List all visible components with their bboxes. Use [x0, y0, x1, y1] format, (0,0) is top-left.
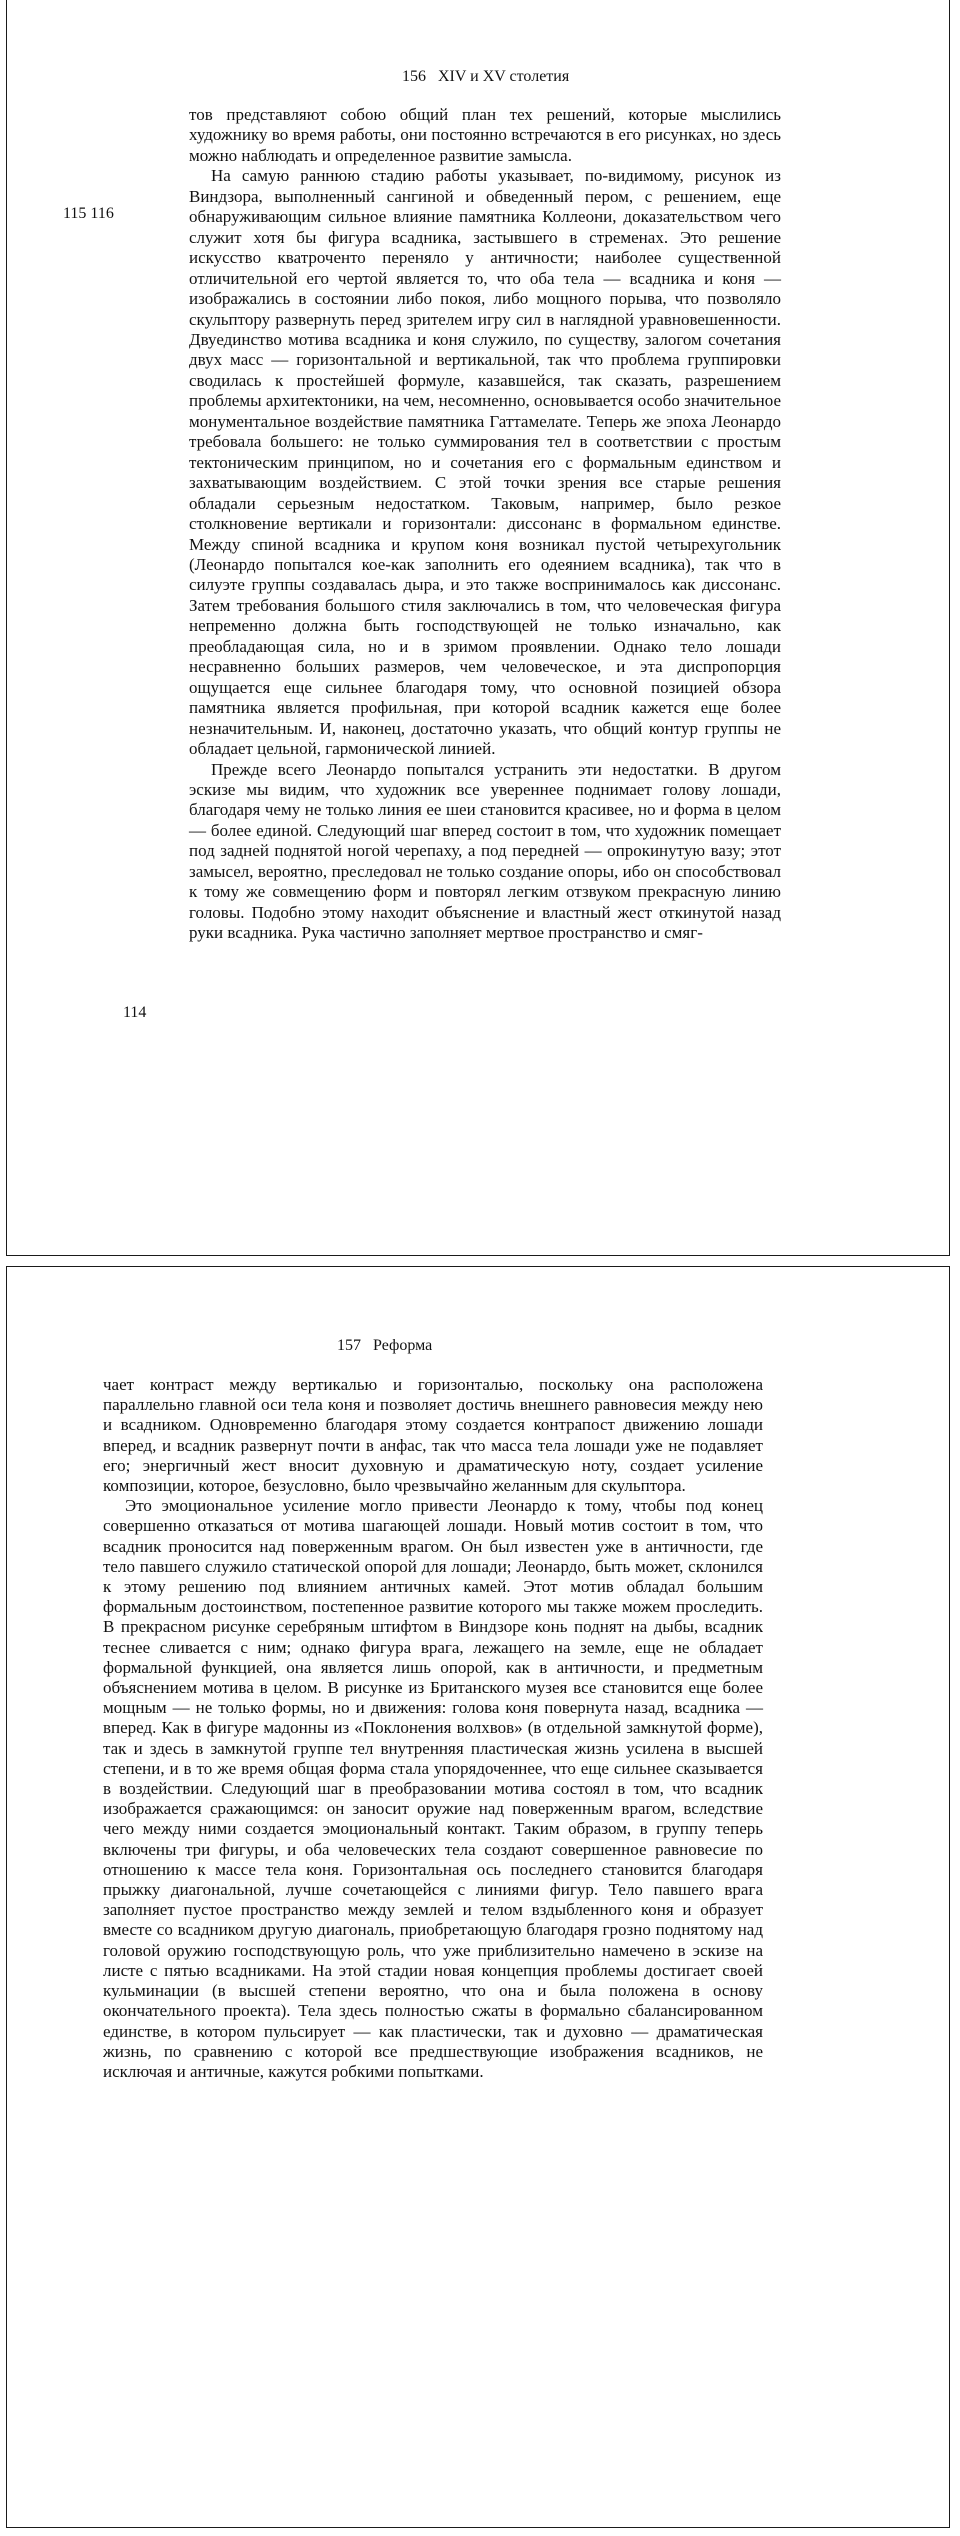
page-156	[6, 0, 950, 1256]
paragraph: Это эмоциональное усиление могло привести Леонардо к тому, чтобы под конец совершенно отказаться от мотива шагающей лошади. Новый мотив состоит в том, что всадник проносится над поверженным врагом. Он был известен уже в античности, где тело павшего служило статической опорой для лошади; Леонардо, быть может, склонился к этому решению под влиянием античных камей. Этот мотив обладал большим формальным достоинством, постепенное развитие которого мы также можем проследить. В прекрасном рисунке серебряным штифтом в Виндзоре конь поднят на дыбы, всадник теснее сливается с ним; однако фигура врага, лежащего на земле, еще не обладает формальной функцией, она является лишь опорой, как в античности, и предметным объяснением мотива в целом. В рисунке из Британского музея все становится еще более мощным — не только формы, но и движения: голова коня повернута назад, всадника — вперед. Как в фигуре мадонны из «Поклонения волхвов» (в отдельной замкнутой форме), так и здесь в замкнутой группе тел внутренняя пластическая жизнь усилена в высшей степени, и в то же время общая форма стала упорядоченнее, что еще сильнее сказывается в воздействии. Следующий шаг в преобразовании мотива состоял в том, что всадник изображается сражающимся: он заносит оружие над поверженным врагом, вследствие чего между ними создается эмоциональный контакт. Таким образом, в группу теперь включены три фигуры, и оба человеческих тела создают совершенное равновесие по отношению к массе тела коня. Горизонтальная ось последнего становится благодаря прыжку диагональной, лучше сочетающейся с линиями фигур. Тело павшего врага заполняет пустое пространство между землей и телом вздыбленного коня и образует вместе со всадником другую диагональ, приобретающую благодаря грозно поднятому над головой оружию господствующую роль, что уже приблизительно намечено в эскизе на листе с пятью всадниками. На этой стадии новая концепция проблемы достигает своей кульминации (в высшей степени вероятно, что она и была положена в основу окончательного проекта). Тела здесь полностью сжаты в формально сбалансированном единстве, в котором пульсирует — как пластически, так и духовно — драматическая жизнь, по сравнению с которой все предшествующие изображения всадников, не исключая и античные, кажутся робкими попытками.	[103, 1496, 763, 2081]
paragraph: На самую раннюю стадию работы указывает, по-видимому, рисунок из Виндзора, выполненный сангиной и обведенный пером, с решением, еще обнаруживающим сильное влияние памятника Коллеони, доказательством чего служит хотя бы фигура всадника, застывшего в стременах. Это решение искусство кватроченто переняло у античности; наиболее существенной отличительной его чертой является то, что оба тела — всадника и коня — изображались в состоянии либо покоя, либо мощного порыва, что позволяло скульптору развернуть перед зрителем игру сил в наглядной уравновешенности. Двуединство мотива всадника и коня служило, по существу, залогом сочетания двух масс — горизонтальной и вертикальной, так что проблема группировки сводилась к простейшей формуле, казавшейся, так сказать, разрешением проблемы архитектоники, на чем, несомненно, основывается особо значительное монументальное воздействие памятника Гаттамелате. Теперь же эпоха Леонардо требовала большего: не только суммирования тел в соответствии с простым тектоническим принципом, но и сочетания его с формальным единством и захватывающим воздействием. С этой точки зрения все старые решения обладали серьезным недостатком. Таковым, например, было резкое столкновение вертикали и горизонтали: диссонанс в формальном единстве. Между спиной всадника и крупом коня возникал пустой четырехугольник (Леонардо попытался кое-как заполнить его одеянием всадника), так что в силуэте группы создавалась дыра, и это также воспринималось как диссонанс. Затем требования большого стиля заключались в том, что человеческая фигура непременно должна быть господствующей не только изначально, как преобладающая сила, но и в зримом проявлении. Однако тело лошади несравненно больших размеров, чем человеческое, и эта диспропорция ощущается еще сильнее благодаря тому, что основной позицией обзора памятника является профильная, при которой всадник кажется еще более незначительным. И, наконец, достаточно указать, что общий контур группы не обладает цельной, гармонической линией.	[189, 166, 781, 759]
page-number: 156	[402, 68, 426, 85]
running-head-title: Реформа	[373, 1337, 433, 1354]
page-gap	[0, 1256, 960, 1266]
running-head	[337, 1337, 432, 1355]
body-text	[103, 1375, 763, 2082]
page-number: 157	[337, 1337, 361, 1354]
paragraph: Прежде всего Леонардо попытался устранить эти недостатки. В другом эскизе мы видим, что художник все увереннее поднимает голову лошади, благодаря чему не только линия ее шеи становится красивее, но и форма в целом — более единой. Следующий шаг вперед состоит в том, что художник помещает под задней поднятой ногой черепаху, а под передней — опрокинутую вазу; этот замысел, вероятно, преследовал не только создание опоры, ибо он способствовал к тому же совмещению форм и повторял легким отзвуком прекрасную линию головы. Подобно этому находит объяснение и властный жест откинутой назад руки всадника. Рука частично заполняет мертвое пространство и смяг-	[189, 759, 781, 943]
paragraph: чает контраст между вертикалью и горизонталью, поскольку она расположена параллельно главной оси тела коня и позволяет достичь внешнего равновесия между нею и всадником. Одновременно благодаря этому создается контрапост движению лошади вперед, и всадник развернут почти в анфас, так что масса тела лошади уже не подавляет его; энергичный жест вносит духовную и драматическую ноту, создает усиление композиции, которое, безусловно, было чрезвычайно желанным для скульптора.	[103, 1375, 763, 1496]
running-head-title: XIV и XV столетия	[438, 68, 570, 85]
body-text	[189, 105, 781, 944]
margin-figure-reference: 114	[123, 1004, 147, 1021]
margin-figure-reference: 115 116	[63, 205, 114, 222]
paragraph: тов представляют собою общий план тех решений, которые мыслились художнику во время работы, они постоянно встречаются в его рисунках, но здесь можно наблюдать и определенное развитие замысла.	[189, 105, 781, 165]
page-157	[6, 1266, 950, 2528]
running-head	[402, 68, 569, 86]
